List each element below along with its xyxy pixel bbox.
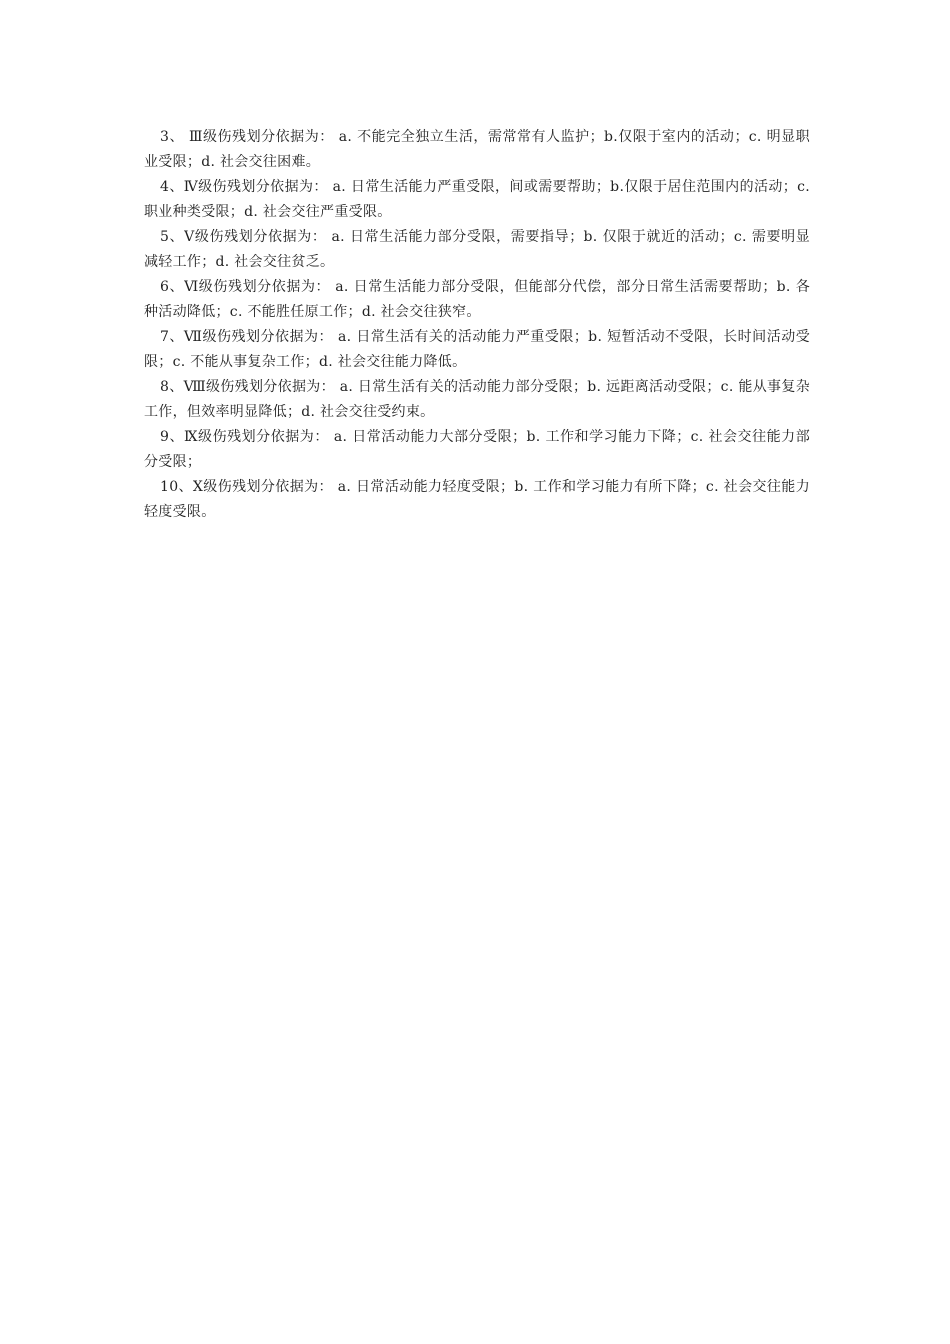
paragraph-grade-10: 10、Ⅹ级伤残划分依据为： a. 日常活动能力轻度受限；b. 工作和学习能力有所下降；c. 社会交往能力轻度受限。 — [144, 479, 810, 520]
paragraph-grade-5: 5、Ⅴ级伤残划分依据为： a. 日常生活能力部分受限，需要指导；b. 仅限于就近的活动；c. 需要明显减轻工作；d. 社会交往贫乏。 — [144, 229, 810, 270]
paragraph-grade-7: 7、Ⅶ级伤残划分依据为： a. 日常生活有关的活动能力严重受限；b. 短暂活动不受限，长时间活动受限；c. 不能从事复杂工作；d. 社会交往能力降低。 — [144, 329, 810, 370]
paragraph-grade-4: 4、Ⅳ级伤残划分依据为： a. 日常生活能力严重受限，间或需要帮助；b.仅限于居住范围内的活动；c. 职业种类受限；d. 社会交往严重受限。 — [144, 179, 810, 220]
paragraph-grade-6: 6、Ⅵ级伤残划分依据为： a. 日常生活能力部分受限，但能部分代偿，部分日常生活需要帮助；b. 各种活动降低；c. 不能胜任原工作；d. 社会交往狭窄。 — [144, 279, 810, 320]
paragraph-grade-8: 8、Ⅷ级伤残划分依据为： a. 日常生活有关的活动能力部分受限；b. 远距离活动受限；c. 能从事复杂工作，但效率明显降低；d. 社会交往受约束。 — [144, 379, 810, 420]
document-body — [144, 125, 810, 525]
paragraph-grade-9: 9、Ⅸ级伤残划分依据为： a. 日常活动能力大部分受限；b. 工作和学习能力下降；c. 社会交往能力部分受限； — [144, 429, 810, 470]
paragraph-grade-3: 3、 Ⅲ级伤残划分依据为： a. 不能完全独立生活，需常常有人监护；b.仅限于室内的活动；c. 明显职业受限；d. 社会交往困难。 — [144, 129, 810, 170]
